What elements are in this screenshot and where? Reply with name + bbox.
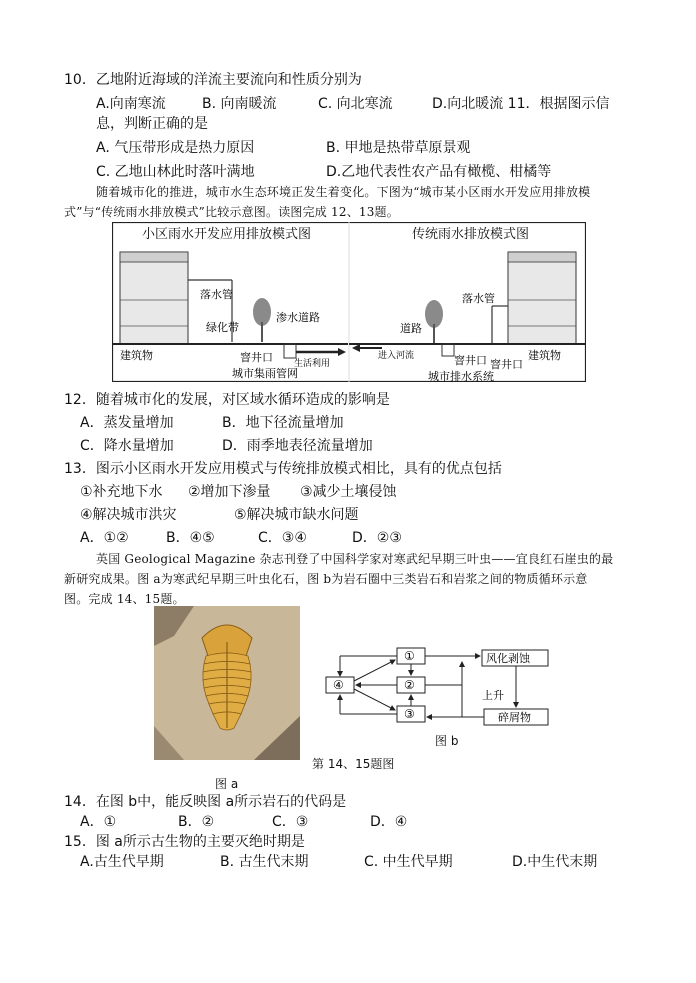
q14-option-d: D．④ (370, 814, 408, 830)
fig14-caption-a: 图 a (215, 777, 239, 791)
fig12-right-well2: 窨井口 (490, 358, 523, 371)
fig12-left-green: 绿化带 (206, 321, 239, 334)
fig12-left-system: 城市集雨管网 (232, 367, 298, 380)
fig14-caption-b: 图 b (435, 734, 459, 748)
q13-item-1: ①补充地下水 (80, 484, 163, 500)
q13-item-5: ⑤解决城市缺水问题 (234, 507, 359, 523)
fig12-right-title: 传统雨水排放模式图 (412, 227, 530, 242)
q12-option-b: B．地下径流量增加 (222, 415, 344, 431)
q15-option-d: D.中生代末期 (512, 854, 598, 870)
rock-node-4: ④ (333, 678, 344, 692)
q14-option-a: A．① (80, 814, 117, 830)
q11-option-c: C. 乙地山林此时落叶满地 (96, 164, 255, 180)
rainwater-diagram (112, 222, 586, 382)
fig12-left-building: 建筑物 (120, 349, 153, 362)
q13-option-a: A．①② (80, 530, 129, 546)
passage14-line2: 新研究成果。图 a为寒武纪早期三叶虫化石，图 b为岩石圈中三类岩石和岩浆之间的物质循环示意 (64, 572, 588, 586)
q12-option-a: A．蒸发量增加 (80, 415, 174, 431)
q11-option-b: B. 甲地是热带草原景观 (326, 140, 471, 156)
q11-option-a: A. 气压带形成是热力原因 (96, 140, 255, 156)
q13-option-b: B．④⑤ (166, 530, 215, 546)
rock-node-3: ③ (404, 707, 415, 721)
q15-option-b: B. 古生代末期 (220, 854, 309, 870)
q13-item-3: ③减少土壤侵蚀 (300, 484, 397, 500)
rock-weathering-label: 风化剥蚀 (486, 652, 530, 665)
q11-option-d: D.乙地代表性农产品有橄榄、柑橘等 (326, 164, 552, 180)
q10-option-c: C. 向北寒流 (318, 96, 393, 112)
fig12-left-title: 小区雨水开发应用排放模式图 (142, 227, 312, 242)
q10-option-b: B. 向南暖流 (202, 96, 277, 112)
passage12-line1: 随着城市化的推进，城市水生态环境正发生着变化。下图为“城市某小区雨水开发应用排放模 (96, 185, 591, 199)
q14-option-c: C．③ (272, 814, 309, 830)
q13-item-4: ④解决城市洪灾 (80, 507, 177, 523)
fig12-right-well1: 窨井口 (454, 354, 487, 367)
fig12-right-pipe: 落水管 (462, 292, 495, 305)
q13-item-2: ②增加下渗量 (188, 484, 271, 500)
fig12-left-pipe: 落水管 (200, 288, 233, 301)
q12-stem: 12．随着城市化的发展，对区域水循环造成的影响是 (64, 392, 390, 408)
q13-option-d: D．②③ (352, 530, 402, 546)
q14-stem: 14．在图 b中，能反映图 a所示岩石的代码是 (64, 794, 347, 810)
rock-node-1: ① (404, 649, 415, 663)
trilobite-fossil-image (154, 606, 300, 760)
q10-option-d: D.向北暖流 11．根据图示信 (432, 96, 610, 112)
q15-option-a: A.古生代早期 (80, 854, 164, 870)
rock-sediment-label: 碎屑物 (498, 711, 531, 724)
q15-option-c: C. 中生代早期 (364, 854, 453, 870)
q10-option-a: A.向南寒流 (96, 96, 166, 112)
rock-uplift-label: 上升 (482, 689, 504, 702)
q12-option-c: C．降水量增加 (80, 438, 174, 454)
fig12-right-building: 建筑物 (528, 349, 561, 362)
q13-option-c: C．③④ (258, 530, 307, 546)
passage12-line2: 式”与“传统雨水排放模式”比较示意图。读图完成 12、13题。 (64, 205, 399, 219)
q11-stem: 息，判断正确的是 (96, 116, 208, 132)
passage14-line1: 英国 Geological Magazine 杂志刊登了中国科学家对寒武纪早期三叶虫——宜良红石崖虫的最 (96, 552, 614, 566)
fig12-right-road: 道路 (400, 322, 422, 335)
q14-option-b: B．② (178, 814, 215, 830)
q10-stem: 10．乙地附近海域的洋流主要流向和性质分别为 (64, 72, 362, 88)
fig14-caption-main: 第 14、15题图 (312, 757, 395, 771)
rock-node-2: ② (404, 678, 415, 692)
fig12-left-road: 渗水道路 (276, 311, 320, 324)
q12-option-d: D．雨季地表径流量增加 (222, 438, 373, 454)
passage14-line3: 图。完成 14、15题。 (64, 592, 185, 606)
q15-stem: 15．图 a所示古生物的主要灭绝时期是 (64, 834, 305, 850)
fig12-left-well: 窨井口 (240, 351, 273, 364)
fig12-right-river: 进入河流 (378, 351, 415, 361)
fig12-left-reuse: 生活利用 (294, 359, 331, 369)
q13-stem: 13．图示小区雨水开发应用模式与传统排放模式相比，具有的优点包括 (64, 461, 502, 477)
fig12-right-system: 城市排水系统 (428, 370, 494, 382)
